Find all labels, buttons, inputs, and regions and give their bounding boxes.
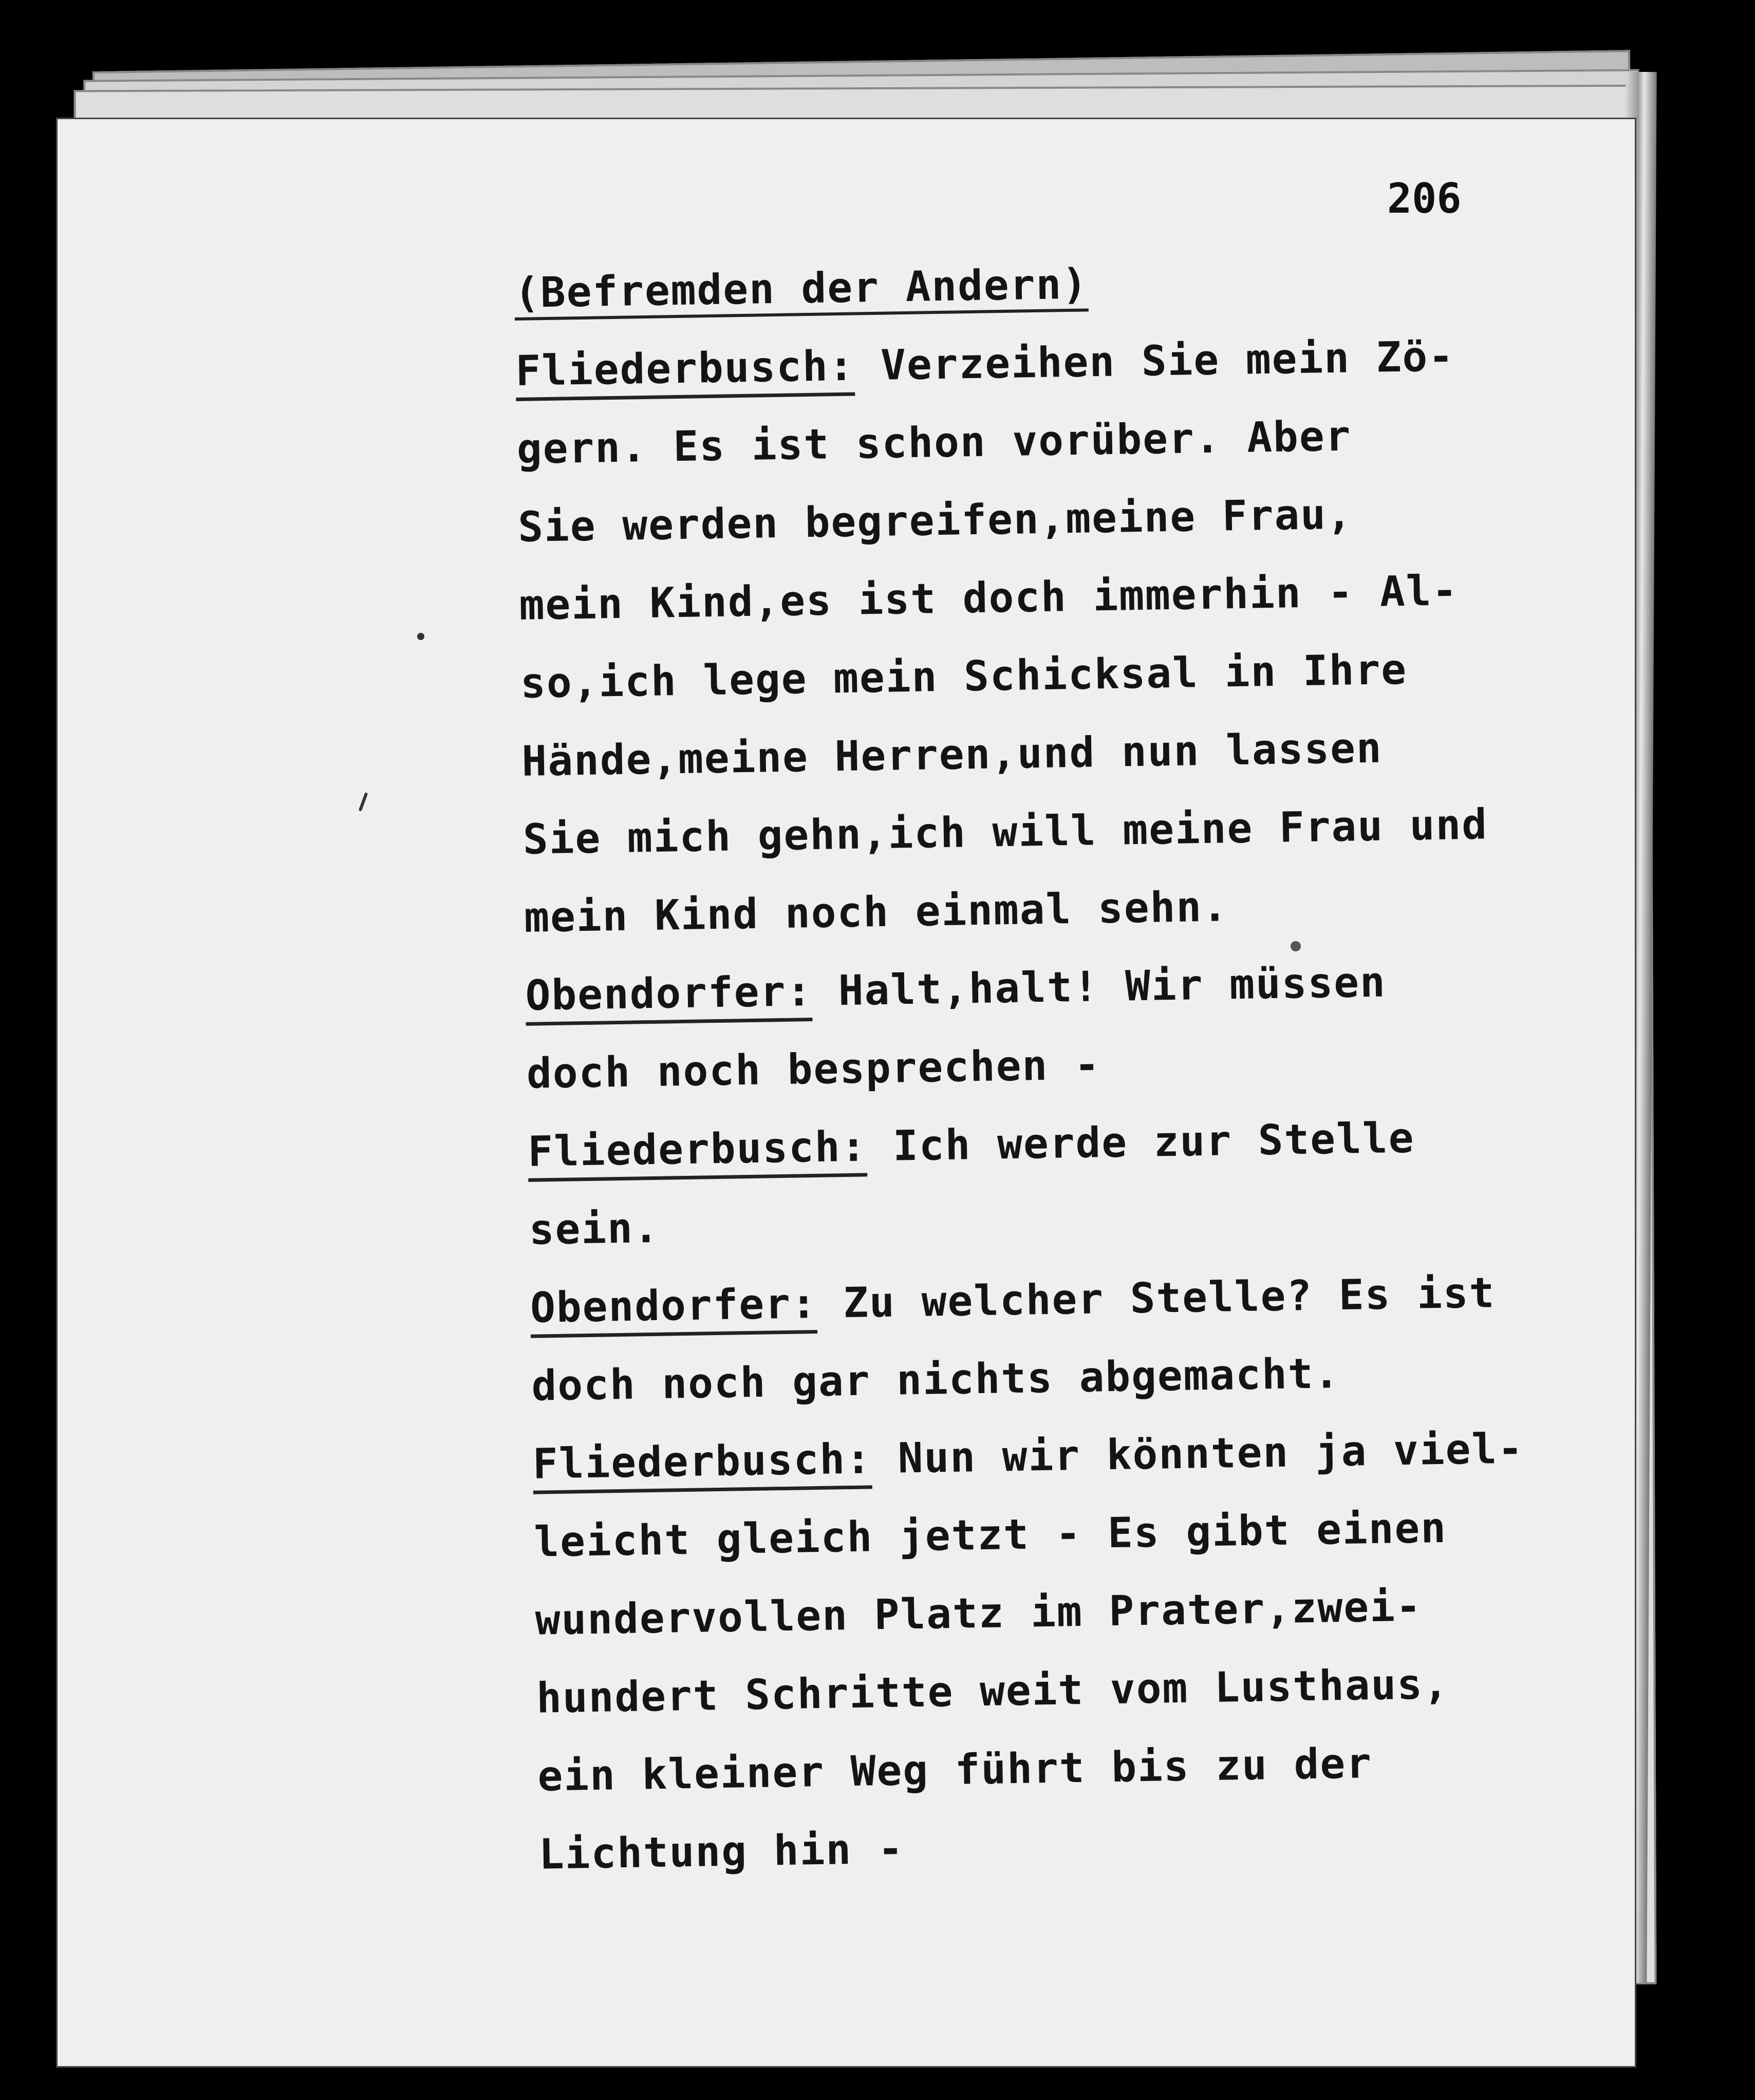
dialogue-text: mein Kind,es ist doch immerhin - Al- <box>519 567 1459 630</box>
dialogue-text: Ich werde zur Stelle <box>866 1114 1415 1171</box>
dialogue-text: mein Kind noch einmal sehn. <box>524 883 1229 942</box>
speck <box>417 633 424 640</box>
typescript-text <box>514 237 1618 1894</box>
dialogue-text: Sie werden begreifen,meine Frau, <box>517 490 1353 552</box>
speaker-name: Obendorfer: <box>530 1280 817 1338</box>
dialogue-text: doch noch besprechen - <box>526 1041 1101 1098</box>
stage-direction: (Befremden der Andern) <box>514 260 1088 321</box>
dialogue-text: wundervollen Platz im Prater,zwei- <box>535 1582 1423 1645</box>
dialogue-text: Verzeihen Sie mein Zö- <box>854 332 1455 390</box>
dialogue-text: so,ich lege mein Schicksal in Ihre <box>520 645 1408 708</box>
speaker-name: Fliederbusch: <box>532 1435 872 1494</box>
speck <box>359 792 368 812</box>
speaker-name: Fliederbusch: <box>528 1122 868 1182</box>
dialogue-text: Zu welcher Stelle? Es ist <box>816 1269 1496 1328</box>
dialogue-text: leicht gleich jetzt - Es gibt einen <box>533 1504 1447 1567</box>
dialogue-text: Sie mich gehn,ich will meine Frau und <box>522 800 1488 864</box>
dialogue-text: gern. Es ist schon vorüber. Aber <box>516 412 1352 474</box>
dialogue-text: Lichtung hin - <box>538 1825 905 1879</box>
page-number: 206 <box>1387 175 1462 222</box>
speaker-name: Obendorfer: <box>525 967 813 1026</box>
dialogue-text: hundert Schritte weit vom Lusthaus, <box>536 1660 1450 1723</box>
speaker-name: Fliederbusch: <box>515 342 855 401</box>
dialogue-text: sein. <box>529 1204 660 1254</box>
dialogue-text: Nun wir könnten ja viel- <box>871 1424 1524 1484</box>
dialogue-text: Halt,halt! Wir müssen <box>812 958 1387 1016</box>
dialogue-text: ein kleiner Weg führt bis zu der <box>537 1739 1373 1801</box>
dialogue-text: Hände,meine Herren,und nun lassen <box>521 724 1383 786</box>
dialogue-text: doch noch gar nichts abgemacht. <box>531 1349 1340 1411</box>
